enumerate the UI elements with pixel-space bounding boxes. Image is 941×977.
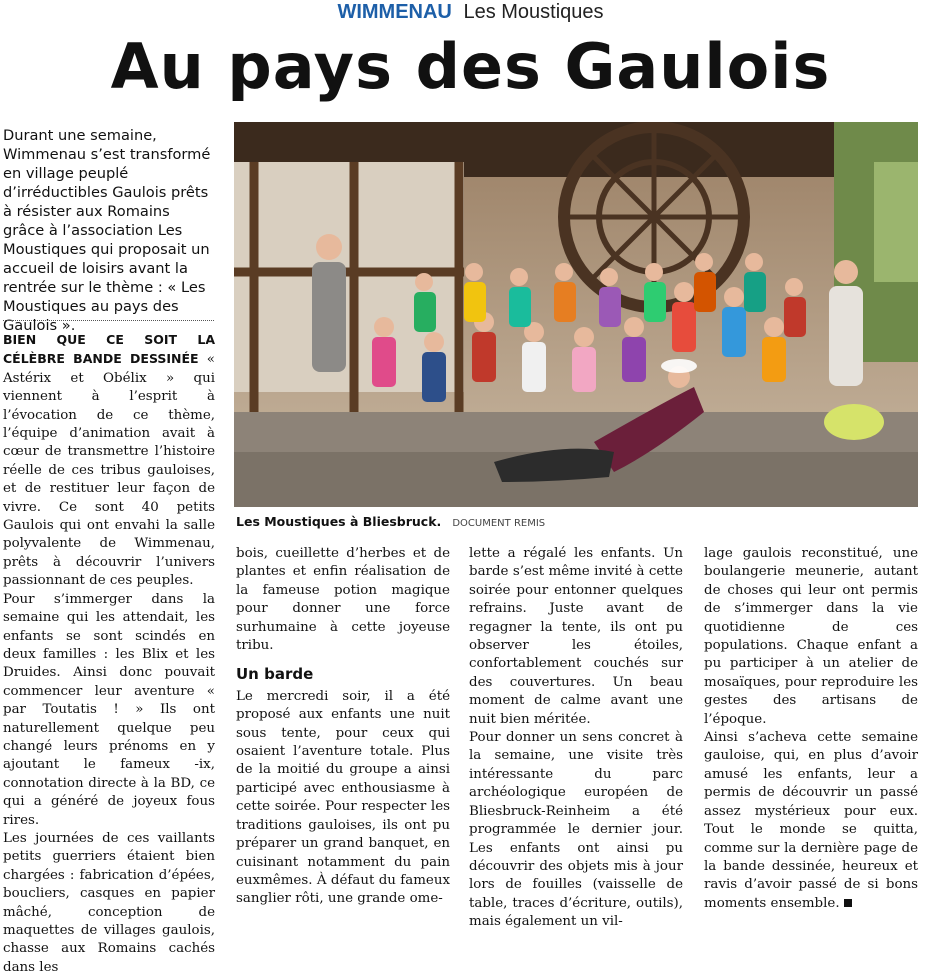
article-column-2 bbox=[236, 545, 450, 909]
paragraph: Pour donner un sens concret à la semaine, une visite très intéressante du parc archéologique européen de Bliesbruck-Reinheim a été programmée le dernier jour. Les enfants ont ainsi pu découvrir des objets mis à jour lors de fouilles (vaisselle de table, traces d’écriture, outils), mais également un vil- bbox=[469, 730, 683, 930]
paragraph: bois, cueillette d’herbes et de plantes et enfin réalisation de la fameuse potion magique pour donner une force surhumaine à cette joyeuse tribu. bbox=[236, 546, 450, 654]
lead-in: BIEN QUE CE SOIT LA CÉLÈBRE BANDE DESSINÉE bbox=[3, 332, 215, 367]
article-column-4 bbox=[704, 545, 918, 913]
article-headline: Au pays des Gaulois bbox=[110, 30, 831, 103]
paragraph: Les journées de ces vaillants petits guerriers étaient bien chargées : fabrication d’épées, boucliers, casques en papier mâché, conception de maquettes de villages gaulois, chasse aux Romains cachés dans les bbox=[3, 830, 215, 975]
article-standfirst: Durant une semaine, Wimmenau s’est transformé en village peuplé d’irréductibles Gaulois prêts à résister aux Romains grâce à l’association Les Moustiques qui proposait un accueil de loisirs avant la rentrée sur le thème : « Les Moustiques au pays des Gaulois ». bbox=[3, 127, 211, 334]
end-of-article-mark bbox=[844, 899, 852, 907]
paragraph: lage gaulois reconstitué, une boulangerie meunerie, autant de choses qui leur ont permis de s’immerger dans la vie quotidienne de ces populations. Chaque enfant a pu participer à un atelier de mosaïques, pour reproduire les gestes des artisans de l’époque. bbox=[704, 546, 918, 727]
caption-text: Les Moustiques à Bliesbruck. bbox=[236, 514, 442, 529]
standfirst-divider bbox=[3, 320, 214, 321]
paragraph: « Astérix et Obélix » qui viennent à l’esprit à l’évocation de ce thème, l’équipe d’animation avait à cœur de transmettre l’histoire réelle de ces tribus gauloises, et de restituer leur façon de vivre. Ce sont 40 petits Gaulois qui ont envahi la salle polyvalente de Wimmenau, prêts à découvrir l’univers passionnant de ces peuples. bbox=[3, 352, 215, 589]
article-column-1 bbox=[3, 331, 215, 977]
kicker-org: Les Moustiques bbox=[463, 1, 604, 23]
paragraph: Pour s’immerger dans la semaine qui les attendait, les enfants se sont scindés en deux familles : les Blix et les Druides. Ainsi donc pouvait commencer leur aventure « par Toutatis ! » Ils ont naturellement quelque peu changé leurs prénoms en y ajoutant le fameux -ix, connotation directe à la BD, ce qui a généré de joyeux fous rires. bbox=[3, 591, 215, 828]
paragraph: Ainsi s’acheva cette semaine gauloise, qui, en plus d’avoir amusé les enfants, leur a permis de découvrir un passé assez mystérieux pour eux. Tout le monde se quitta, comme sur la dernière page de la bande dessinée, heureux et ravis d’avoir passé de si bons moments ensemble. bbox=[704, 730, 918, 911]
subheading: Un barde bbox=[236, 665, 314, 684]
article-column-3 bbox=[469, 545, 683, 932]
article-kicker bbox=[0, 0, 941, 24]
article-photo bbox=[234, 122, 918, 507]
photo-credit: DOCUMENT REMIS bbox=[452, 518, 546, 529]
paragraph: lette a régalé les enfants. Un barde s’est même invité à cette soirée pour entonner quelques refrains. Juste avant de regagner la tente, ils ont pu observer les étoiles, confortablement couchés sur des couvertures. Un beau moment de calme avant une nuit bien méritée. bbox=[469, 546, 683, 727]
paragraph: Le mercredi soir, il a été proposé aux enfants une nuit sous tente, pour ceux qui osaient l’aventure totale. Plus de la moitié du groupe a ainsi participé avec enthousiasme à cette soirée. Pour respecter les traditions gauloises, ils ont pu préparer un grand banquet, en cuisinant notamment du pain euxmêmes. À défaut du fameux sanglier rôti, une grande ome- bbox=[236, 688, 450, 907]
photo-caption bbox=[236, 511, 545, 530]
kicker-town: WIMMENAU bbox=[337, 1, 452, 23]
